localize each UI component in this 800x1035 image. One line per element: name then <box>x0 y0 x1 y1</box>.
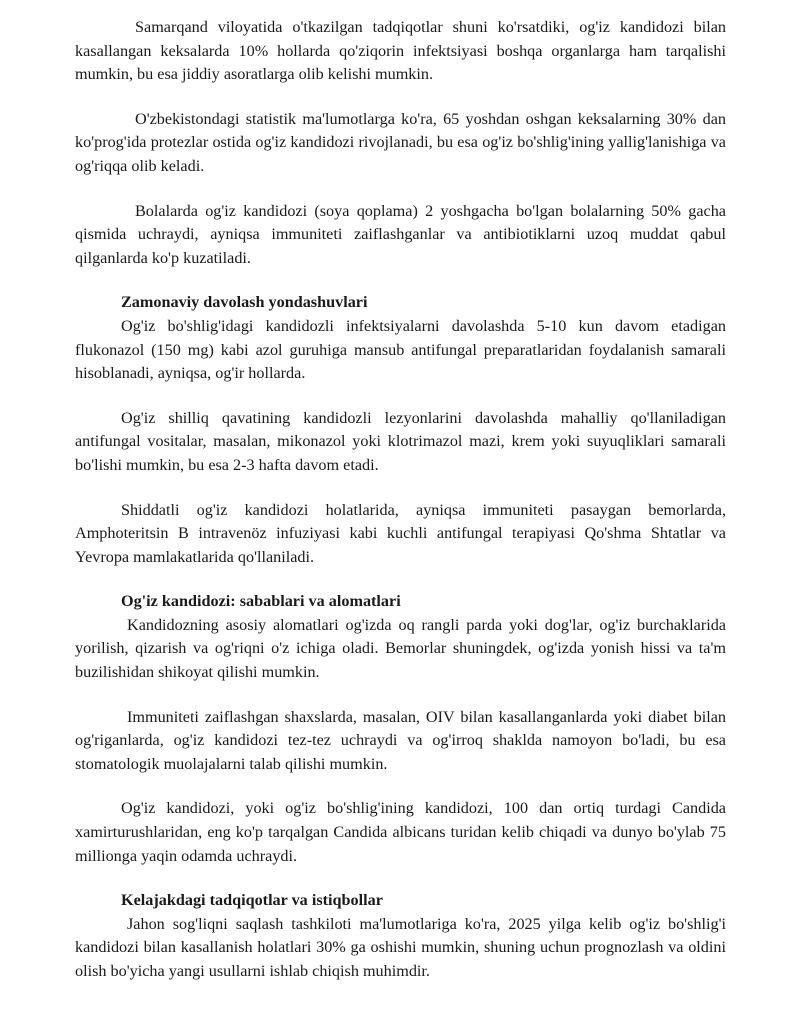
document-page <box>75 16 726 984</box>
paragraph-candida-species: Og'iz kandidozi, yoki og'iz bo'shlig'ining kandidozi, 100 dan ortiq turdagi Candida xamirturushlaridan, eng ko'p tarqalgan Candida albicans turidan kelib chiqadi va dunyo bo'ylab 75 millionga yaqin odamda uchraydi. <box>75 799 726 865</box>
paragraph-fluconazole: Og'iz bo'shlig'idagi kandidozli infektsiyalarni davolashda 5-10 kun davom etadigan flukonazol (150 mg) kabi azol guruhiga mansub antifungal preparatlaridan foydalanish samarali hisoblanadi, ayniqsa, og'ir hollarda. <box>75 316 726 383</box>
paragraph-uzbekistan-statistics: O'zbekistondagi statistik ma'lumotlarga ko'ra, 65 yoshdan oshgan keksalarning 30% dan ko'prog'ida protezlar ostida og'iz kandidozi rivojlanadi, bu esa og'iz bo'shlig'ining yallig'lanishiga va og'riqqa olib keladi. <box>75 109 726 175</box>
paragraph-children-candidiasis: Bolalarda og'iz kandidozi (soya qoplama) 2 yoshgacha bo'lgan bolalarning 50% gacha qismida uchraydi, ayniqsa immuniteti zaiflashganlar va antibiotiklarni uzoq muddat qabul qilganlarda ko'p kuzatiladi. <box>75 201 726 267</box>
heading-future-research: Kelajakdagi tadqiqotlar va istiqbollar <box>121 891 383 910</box>
heading-causes-symptoms: Og'iz kandidozi: sabablari va alomatlari <box>121 592 401 611</box>
heading-modern-treatment: Zamonaviy davolash yondashuvlari <box>121 293 368 312</box>
paragraph-amphotericin: Shiddatli og'iz kandidozi holatlarida, ayniqsa immuniteti pasaygan bemorlarda, Amphoteritsin B intravenöz infuziyasi kabi kuchli antifungal terapiyasi Qo'shma Shtatlar va Yevropa mamlakatlarida qo'llaniladi. <box>75 500 726 566</box>
paragraph-samarqand-study: Samarqand viloyatida o'tkazilgan tadqiqotlar shuni ko'rsatdiki, og'iz kandidozi bilan kasallangan keksalarda 10% hollarda qo'ziqorin infektsiyasi boshqa organlarga ham tarqalishi mumkin, bu esa jiddiy asoratlarga olib kelishi mumkin. <box>75 18 726 84</box>
paragraph-main-symptoms: Kandidozning asosiy alomatlari og'izda oq rangli parda yoki dog'lar, og'iz burchaklarida yorilish, qizarish va og'riqni o'z ichiga oladi. Bemorlar shuningdek, og'izda yonish hissi va ta'm buzilishidan shikoyat qilishi mumkin. <box>75 615 726 682</box>
paragraph-immunocompromised: Immuniteti zaiflashgan shaxslarda, masalan, OIV bilan kasallanganlarda yoki diabet bilan og'riganlarda, og'iz kandidozi tez-tez uchraydi va og'irroq shaklda namoyon bo'ladi, bu esa stomatologik muolajalarni talab qilishi mumkin. <box>75 707 726 773</box>
paragraph-who-forecast: Jahon sog'liqni saqlash tashkiloti ma'lumotlariga ko'ra, 2025 yilga kelib og'iz bo'shlig'i kandidozi bilan kasallanish holatlari 30% ga oshishi mumkin, shuning uchun prognozlash va oldini olish bo'yicha yangi usullarni ishlab chiqish muhimdir. <box>75 914 726 980</box>
paragraph-topical-antifungals: Og'iz shilliq qavatining kandidozli lezyonlarini davolashda mahalliy qo'llaniladigan antifungal vositalar, masalan, mikonazol yoki klotrimazol mazi, krem yoki suyuqliklari samarali bo'lishi mumkin, bu esa 2-3 hafta davom etadi. <box>75 408 726 474</box>
